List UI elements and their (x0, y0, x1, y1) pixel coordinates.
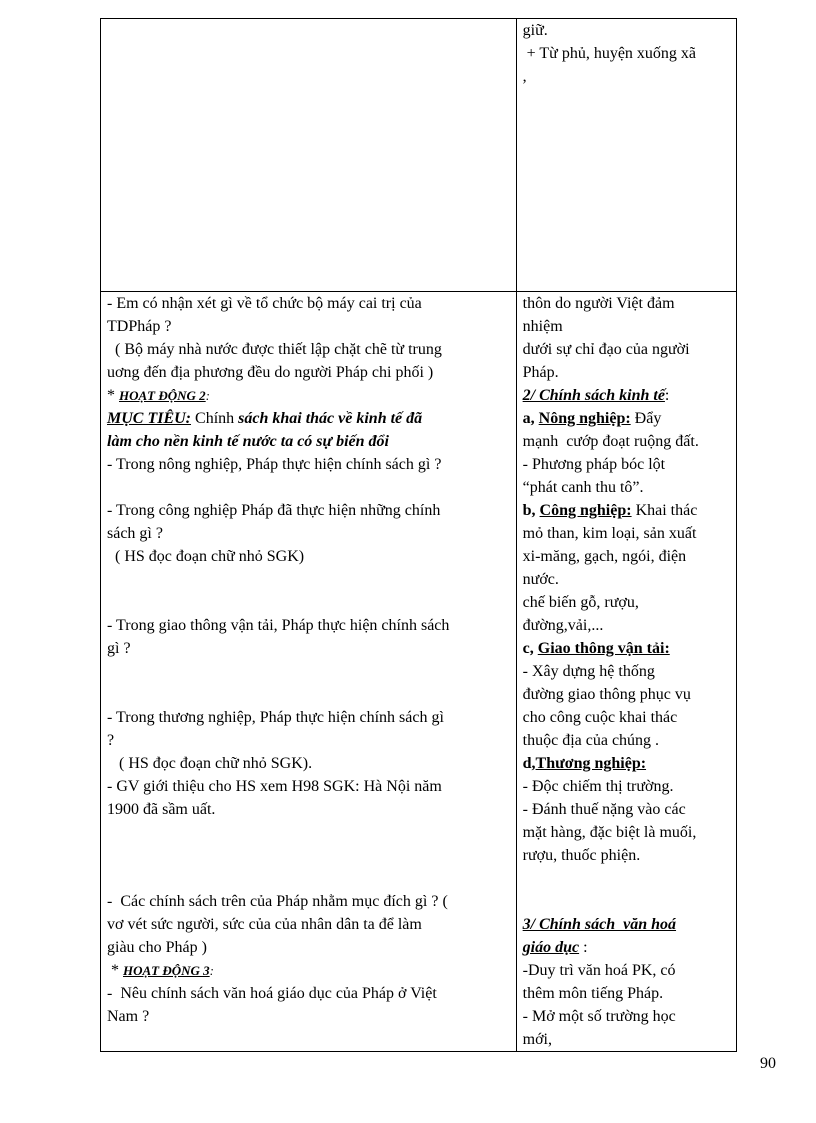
instruction-line: ( HS đọc đoạn chữ nhỏ SGK). (107, 755, 313, 772)
spacer (107, 867, 512, 890)
subsection-prefix: c, (522, 640, 538, 657)
section-heading (523, 913, 732, 936)
text-line: “phát canh thu tô”. (522, 479, 644, 496)
section-heading (523, 936, 732, 959)
question-line: ? (107, 732, 115, 749)
table-row (101, 19, 737, 292)
activity-heading (107, 959, 512, 982)
right-cell-content (516, 292, 736, 1052)
text-line: - Phương pháp bóc lột (522, 456, 666, 473)
transport-label: Giao thông vận tải: (537, 640, 670, 657)
text-line: nước. (522, 571, 559, 588)
subsection-prefix: b, (522, 502, 540, 519)
answer-line: ( Bộ máy nhà nước được thiết lập chặt chẽ từ trung (107, 341, 442, 358)
spacer (523, 867, 732, 890)
subsection-prefix: d, (522, 755, 536, 772)
section-2-title: 2/ Chính sách kinh tế (522, 387, 665, 404)
colon: : (205, 388, 211, 403)
answer-line: uơng đến địa phương đều do người Pháp chi phối ) (107, 364, 434, 381)
subsection-text: Đẩy (630, 410, 662, 427)
industry-label: Công nghiệp: (539, 502, 632, 519)
agriculture-label: Nông nghiệp: (538, 410, 631, 427)
text-line: xi-măng, gạch, ngói, điện (522, 548, 687, 565)
text-line: , (522, 68, 527, 85)
table-row (101, 292, 737, 1052)
text-line: chế biến gỗ, rượu, (522, 594, 639, 611)
text-line: thuộc địa của chúng . (522, 732, 660, 749)
text-line: đường giao thông phục vụ (522, 686, 691, 703)
colon: : (664, 387, 670, 404)
text-line: cho công cuộc khai thác (522, 709, 678, 726)
page-number: 90 (760, 1055, 776, 1072)
objective-text: sách khai thác về kinh tế đã (238, 410, 423, 427)
objective-line: làm cho nền kinh tế nước ta có sự biến đổi (107, 433, 389, 450)
spacer (107, 821, 512, 844)
section-3-title: giáo dục (522, 939, 580, 956)
activity-heading (107, 384, 512, 407)
question-line: - Trong nông nghiệp, Pháp thực hiện chính sách gì ? (107, 456, 442, 473)
question-line: - Các chính sách trên của Pháp nhằm mục đích gì ? ( (107, 893, 448, 910)
subsection-line (523, 637, 732, 660)
spacer (107, 568, 512, 591)
text-line: dưới sự chỉ đạo của người (522, 341, 690, 358)
spacer (107, 660, 512, 683)
section-heading (523, 384, 732, 407)
subsection-line (523, 752, 732, 775)
subsection-line (523, 499, 732, 522)
question-line: gì ? (107, 640, 131, 657)
teacher-line: - GV giới thiệu cho HS xem H98 SGK: Hà Nội năm (107, 778, 442, 795)
spacer (107, 844, 512, 867)
colon: : (579, 939, 588, 956)
right-cell-top (516, 19, 736, 292)
spacer (107, 591, 512, 614)
left-cell-top (101, 19, 517, 292)
text-line: - Đánh thuế nặng vào các (522, 801, 686, 818)
text-line: mạnh cướp đoạt ruộng đất. (522, 433, 699, 450)
teacher-line: 1900 đã sầm uất. (107, 801, 216, 818)
text-line: + Từ phủ, huyện xuống xã (522, 45, 697, 62)
answer-line: vơ vét sức người, sức của của nhân dân ta để làm (107, 916, 422, 933)
left-cell-activities (101, 292, 517, 1052)
text-line: rượu, thuốc phiện. (522, 847, 641, 864)
answer-line: giàu cho Pháp ) (107, 939, 207, 956)
bullet-star: * (107, 387, 119, 404)
activity-3-label: HOẠT ĐỘNG 3 (123, 963, 210, 978)
instruction-line: ( HS đọc đoạn chữ nhỏ SGK) (107, 548, 305, 565)
spacer (523, 890, 732, 913)
text-line: - Độc chiếm thị trường. (522, 778, 674, 795)
activity-2-label: HOẠT ĐỘNG 2 (119, 388, 206, 403)
text-line: -Duy trì văn hoá PK, có (522, 962, 676, 979)
text-line: thôn do người Việt đảm (522, 295, 675, 312)
question-line: - Nêu chính sách văn hoá giáo dục của Pháp ở Việt (107, 985, 437, 1002)
subsection-text: Khai thác (631, 502, 698, 519)
text-line: mới, (522, 1031, 552, 1048)
objective-text: Chính (191, 410, 239, 427)
text-line: mỏ than, kim loại, sản xuất (522, 525, 697, 542)
subsection-line (523, 407, 732, 430)
question-line: - Trong công nghiệp Pháp đã thực hiện những chính (107, 502, 441, 519)
text-line: giữ. (522, 22, 548, 39)
question-line: - Trong giao thông vận tải, Pháp thực hiện chính sách (107, 617, 450, 634)
subsection-prefix: a, (522, 410, 539, 427)
spacer (107, 476, 512, 499)
text-line: - Xây dựng hệ thống (522, 663, 655, 680)
section-3-title: 3/ Chính sách văn hoá (522, 916, 677, 933)
objective-label: MỤC TIÊU: (107, 410, 192, 427)
colon: : (209, 963, 215, 978)
text-line: đường,vải,... (522, 617, 604, 634)
question-line: - Em có nhận xét gì về tổ chức bộ máy cai trị của (107, 295, 422, 312)
lesson-table (100, 18, 737, 1052)
text-line: thêm môn tiếng Pháp. (522, 985, 664, 1002)
question-line: Nam ? (107, 1008, 150, 1025)
question-line: TDPháp ? (107, 318, 172, 335)
spacer (107, 683, 512, 706)
text-line: Pháp. (522, 364, 559, 381)
text-line: - Mở một số trường học (522, 1008, 676, 1025)
question-line: - Trong thương nghiệp, Pháp thực hiện chính sách gì (107, 709, 444, 726)
objective-line (107, 407, 512, 430)
commerce-label: Thương nghiệp: (535, 755, 647, 772)
text-line: mặt hàng, đặc biệt là muối, (522, 824, 697, 841)
bullet-star: * (107, 962, 123, 979)
question-line: sách gì ? (107, 525, 163, 542)
text-line: nhiệm (522, 318, 563, 335)
